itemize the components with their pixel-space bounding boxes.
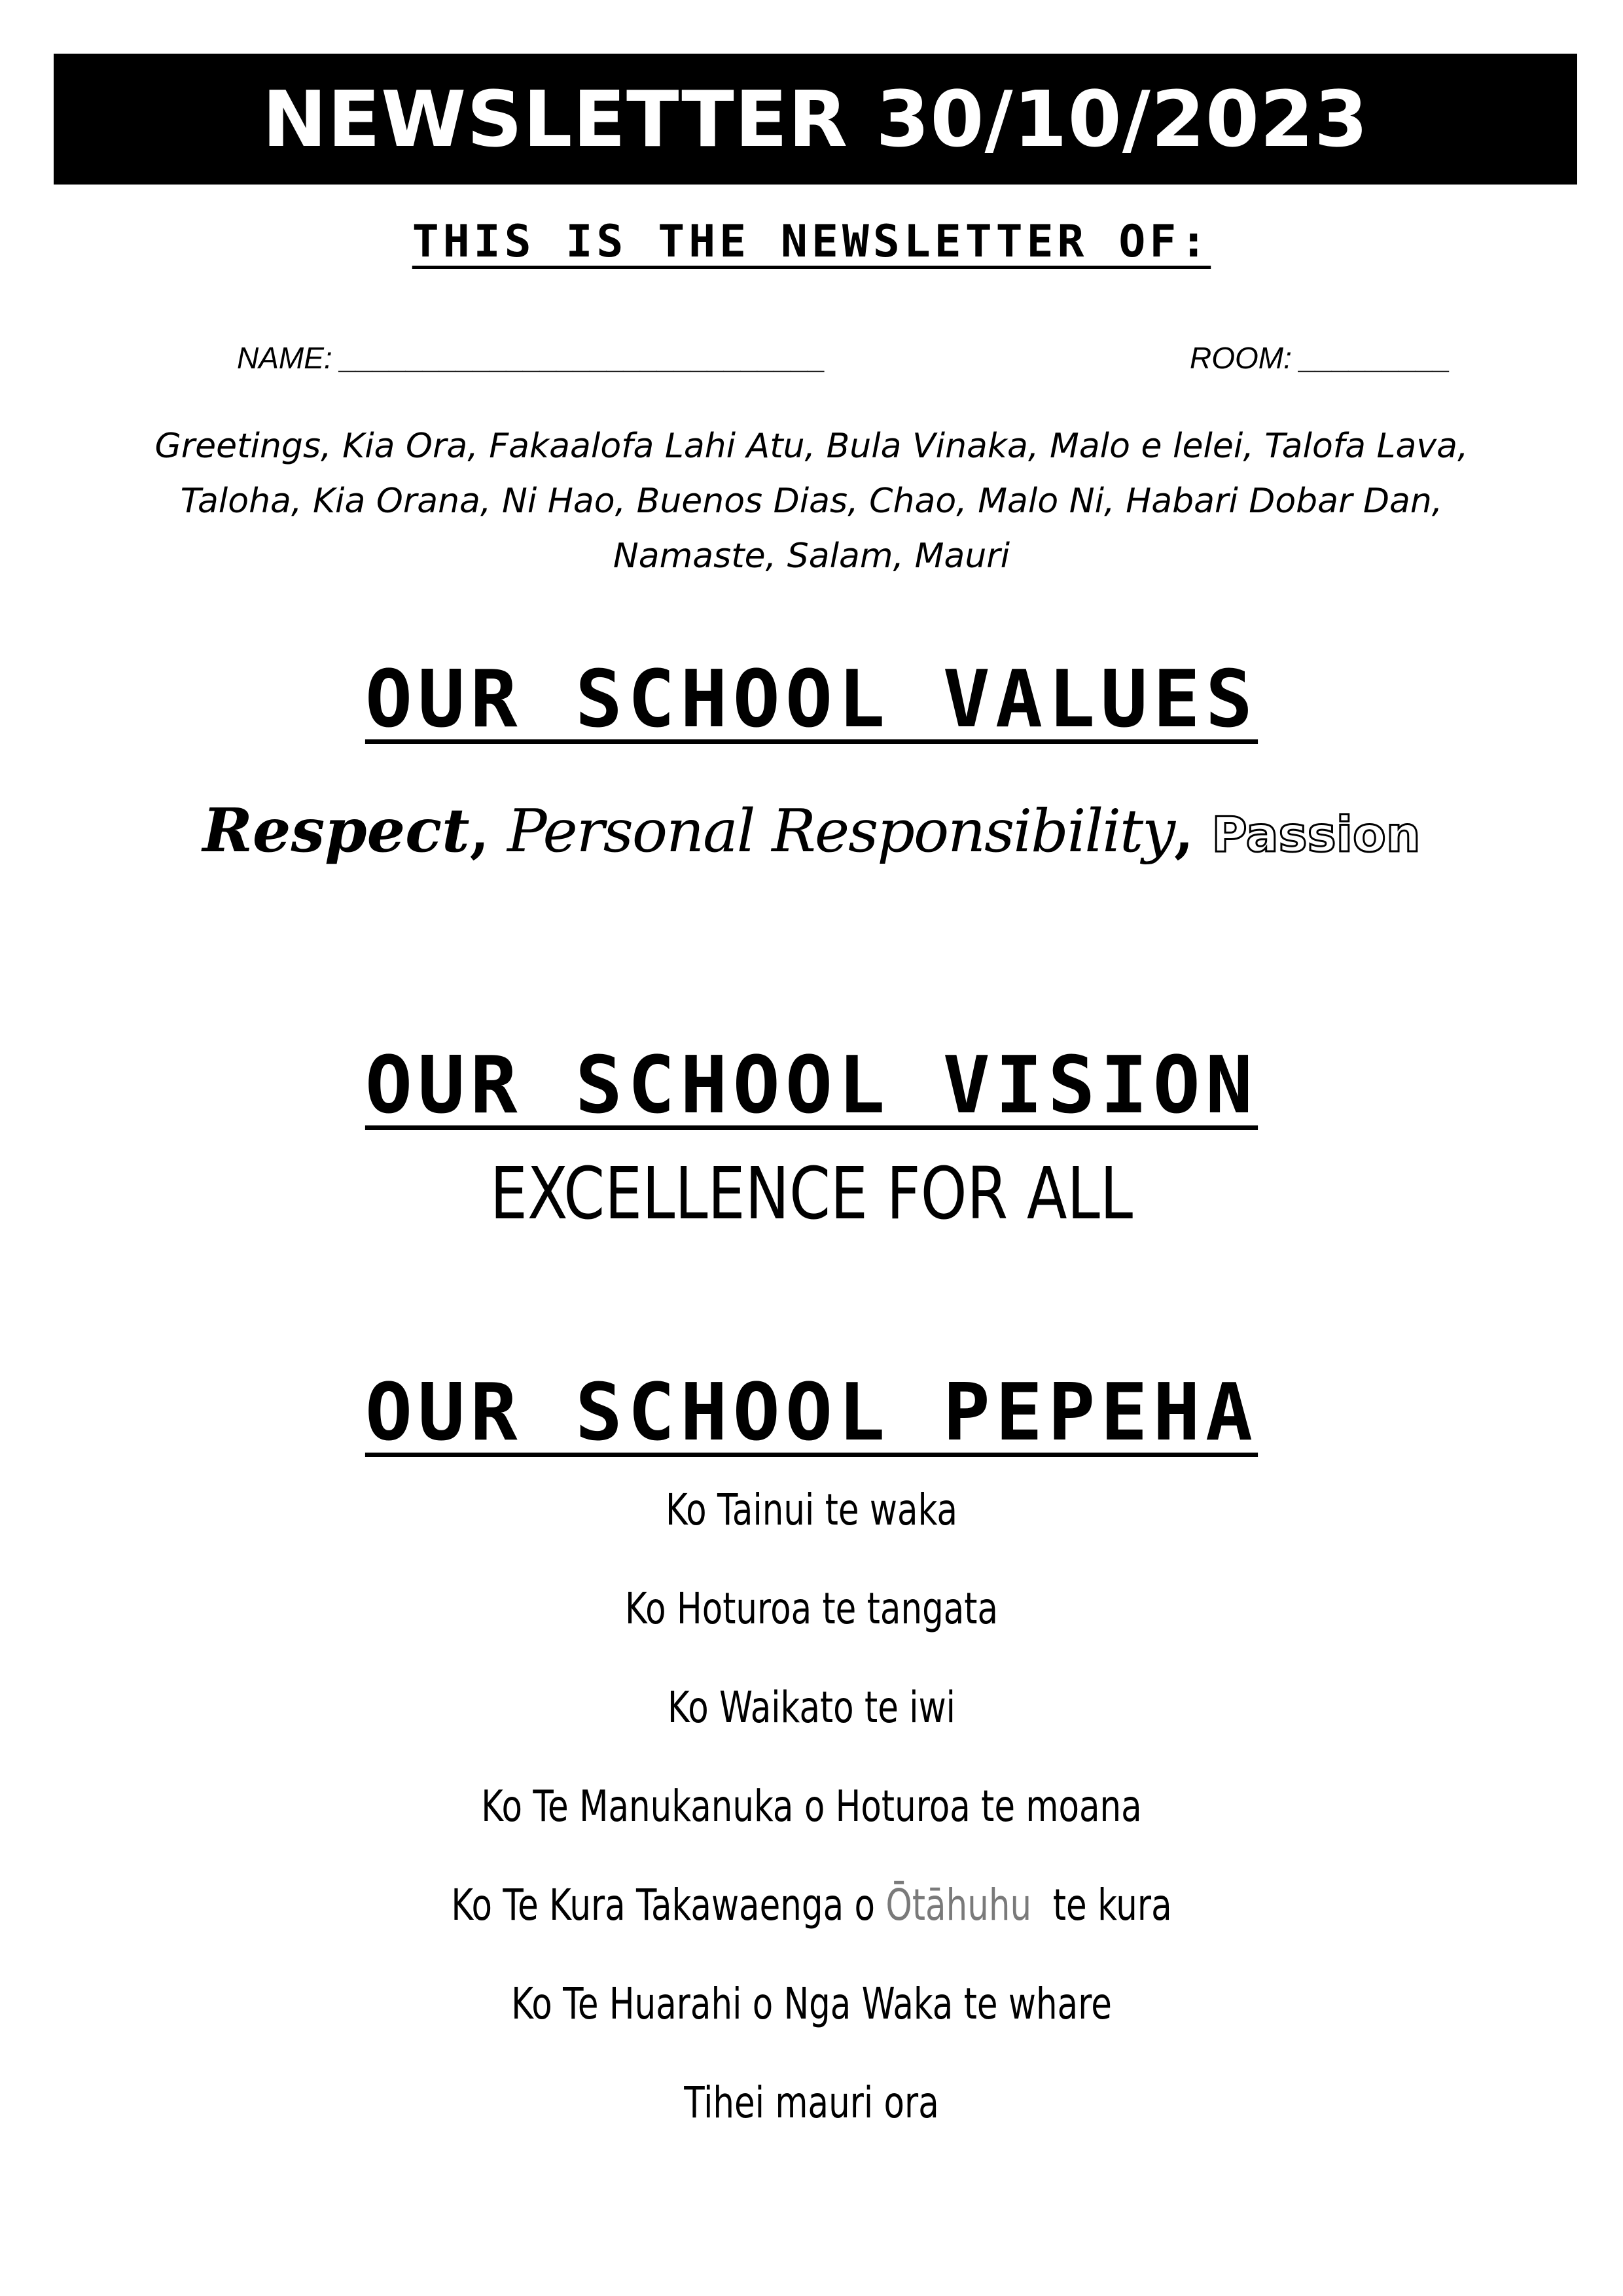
newsletter-title: NEWSLETTER 30/10/2023 <box>262 74 1369 164</box>
vision-heading <box>0 1040 1623 1131</box>
room-field: ROOM: _________ <box>1190 341 1451 375</box>
greetings-text: Greetings, Kia Ora, Fakaalofa Lahi Atu, Bula Vinaka, Malo e lelei, Talofa Lava, Taloha, Kia Orana, Ni Hao, Buenos Dias, Chao, Malo Ni, Habari Dobar Dan, Namaste, Salam, Mauri <box>154 427 1469 576</box>
vision-statement: EXCELLENCE FOR ALL <box>490 1152 1133 1235</box>
pepeha-line: Ko Waikato te iwi <box>668 1682 955 1733</box>
pepeha-heading <box>0 1368 1623 1458</box>
pepeha-line-school <box>179 1874 1444 1973</box>
values-list <box>0 795 1623 866</box>
pepeha-list <box>0 1479 1623 2170</box>
values-heading-text: OUR SCHOOL VALUES <box>365 654 1258 745</box>
pepeha-line: Ko Tainui te waka <box>665 1485 958 1535</box>
vision-heading-text: OUR SCHOOL VISION <box>365 1040 1258 1131</box>
pepeha-line: Ko Te Manukanuka o Hoturoa te moana <box>481 1781 1142 1831</box>
value-separator: , <box>1174 799 1194 865</box>
pepeha-line: Ko Te Huarahi o Nga Waka te whare <box>511 1979 1112 2029</box>
subtitle-text: THIS IS THE NEWSLETTER OF: <box>412 216 1211 268</box>
value-personal-responsibility: Personal Responsibility <box>507 797 1175 866</box>
value-passion: Passion <box>1211 807 1421 863</box>
pepeha-line-school-end: te kura <box>1031 1880 1172 1930</box>
otahuhu-highlight: Ōtāhuhu <box>885 1880 1032 1930</box>
newsletter-subtitle <box>0 216 1623 268</box>
pepeha-line-school-start: Ko Te Kura Takawaenga o <box>451 1880 886 1930</box>
value-separator: , <box>469 799 490 865</box>
pepeha-line: Ko Hoturoa te tangata <box>624 1583 999 1634</box>
name-field: NAME: _____________________________ <box>237 341 827 375</box>
pepeha-line: Tihei mauri ora <box>684 2077 939 2128</box>
value-respect: Respect <box>202 795 470 866</box>
values-heading <box>0 654 1623 745</box>
pepeha-heading-text: OUR SCHOOL PEPEHA <box>365 1368 1258 1458</box>
newsletter-banner <box>54 54 1577 185</box>
